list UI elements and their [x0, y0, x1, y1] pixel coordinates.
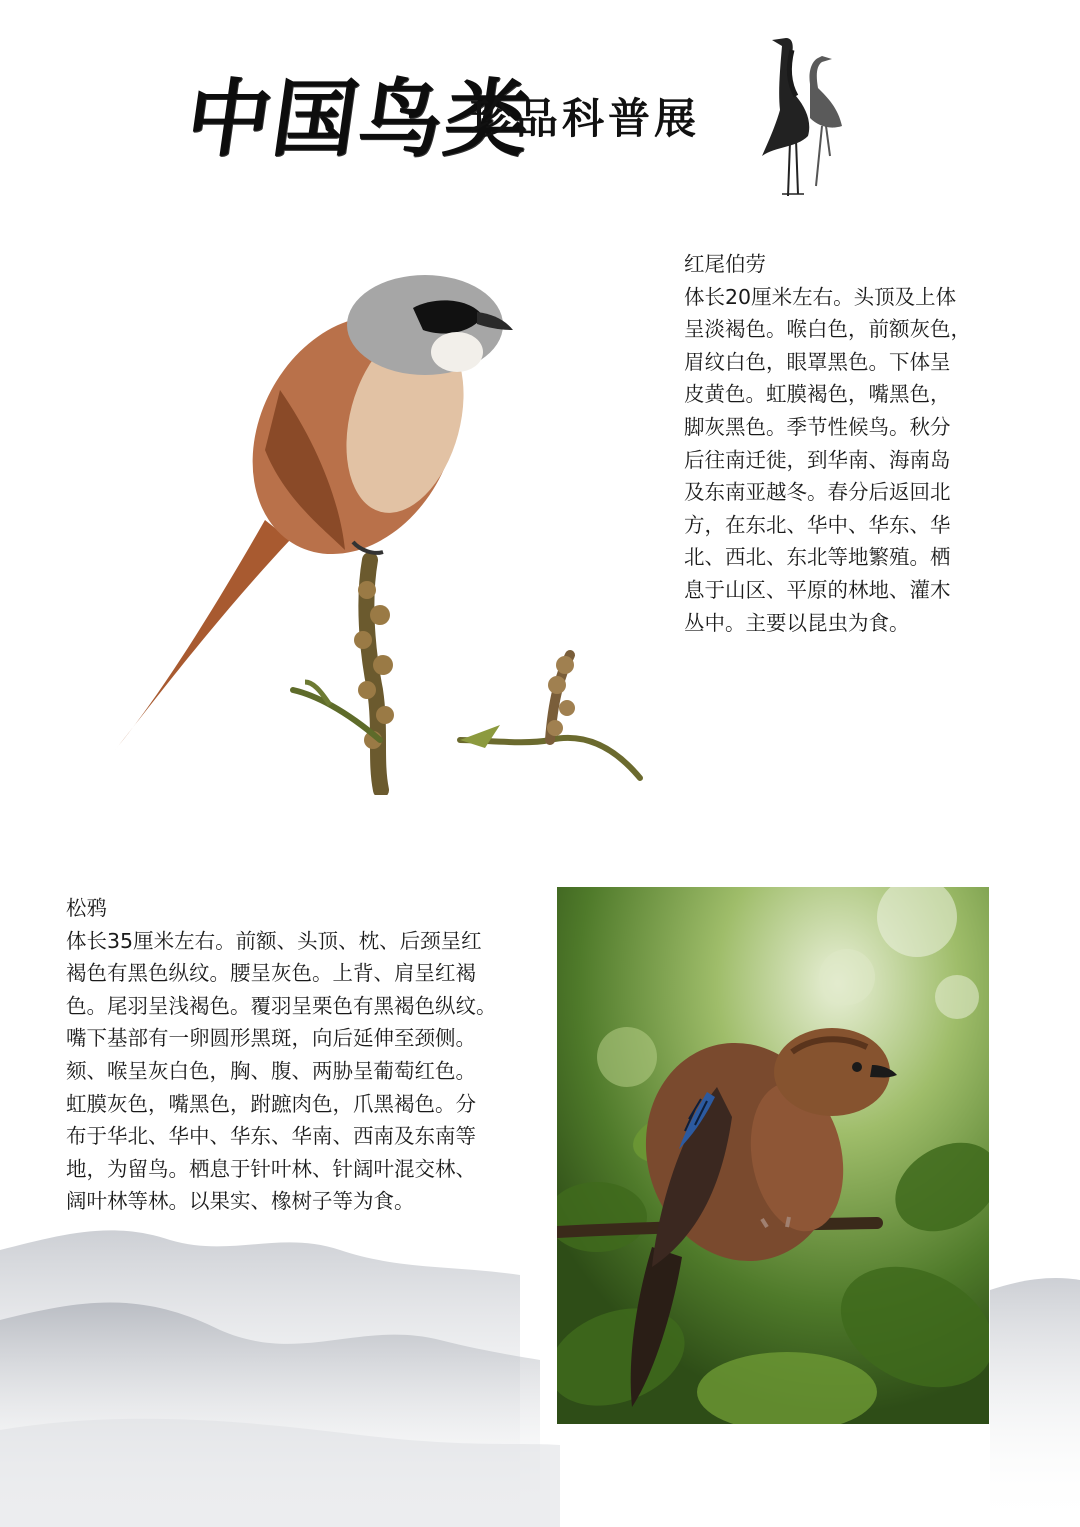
- page-header: [0, 0, 1080, 210]
- bird-description: 体长35厘米左右。前额、头顶、枕、后颈呈红 褐色有黑色纵纹。腰呈灰色。上背、肩呈红褐 色。尾羽呈浅褐色。覆羽呈栗色有黑褐色纵纹。 嘴下基部有一卵圆形黑斑，向后延伸至颈侧。 颏、喉呈灰白色，胸、腹、两胁呈葡萄红色。 虹膜灰色，嘴黑色，跗蹠肉色，爪黑褐色。分 布于华北、华中、华东、华南、西南及东南等 地，为留鸟。栖息于针叶林、针阔叶混交林、 阔叶林等林。以果实、橡树子等为食。: [66, 928, 497, 1214]
- bird-name: 红尾伯劳: [684, 252, 766, 276]
- eurasian-jay-photo: [557, 887, 989, 1424]
- bird-info-eurasian-jay: [66, 892, 526, 1218]
- red-tailed-shrike-photo: [105, 270, 650, 795]
- bird-info-red-tailed-shrike: [684, 248, 994, 639]
- page-title: 中国鸟类: [180, 69, 539, 168]
- page-subtitle: 珍品科普展: [470, 94, 701, 143]
- bird-description: 体长20厘米左右。头顶及上体 呈淡褐色。喉白色，前额灰色， 眉纹白色，眼罩黑色。下体呈 皮黄色。虹膜褐色，嘴黑色， 脚灰黑色。季节性候鸟。秋分 后往南迁徙，到华南、海南岛 及东南亚越冬。春分后返回北 方，在东北、华中、华东、华 北、西北、东北等地繁殖。栖 息于山区、平原的林地、灌木 丛中。主要以昆虫为食。: [684, 284, 971, 635]
- bird-name: 松鸦: [66, 896, 107, 920]
- crane-pair-icon: [752, 26, 862, 201]
